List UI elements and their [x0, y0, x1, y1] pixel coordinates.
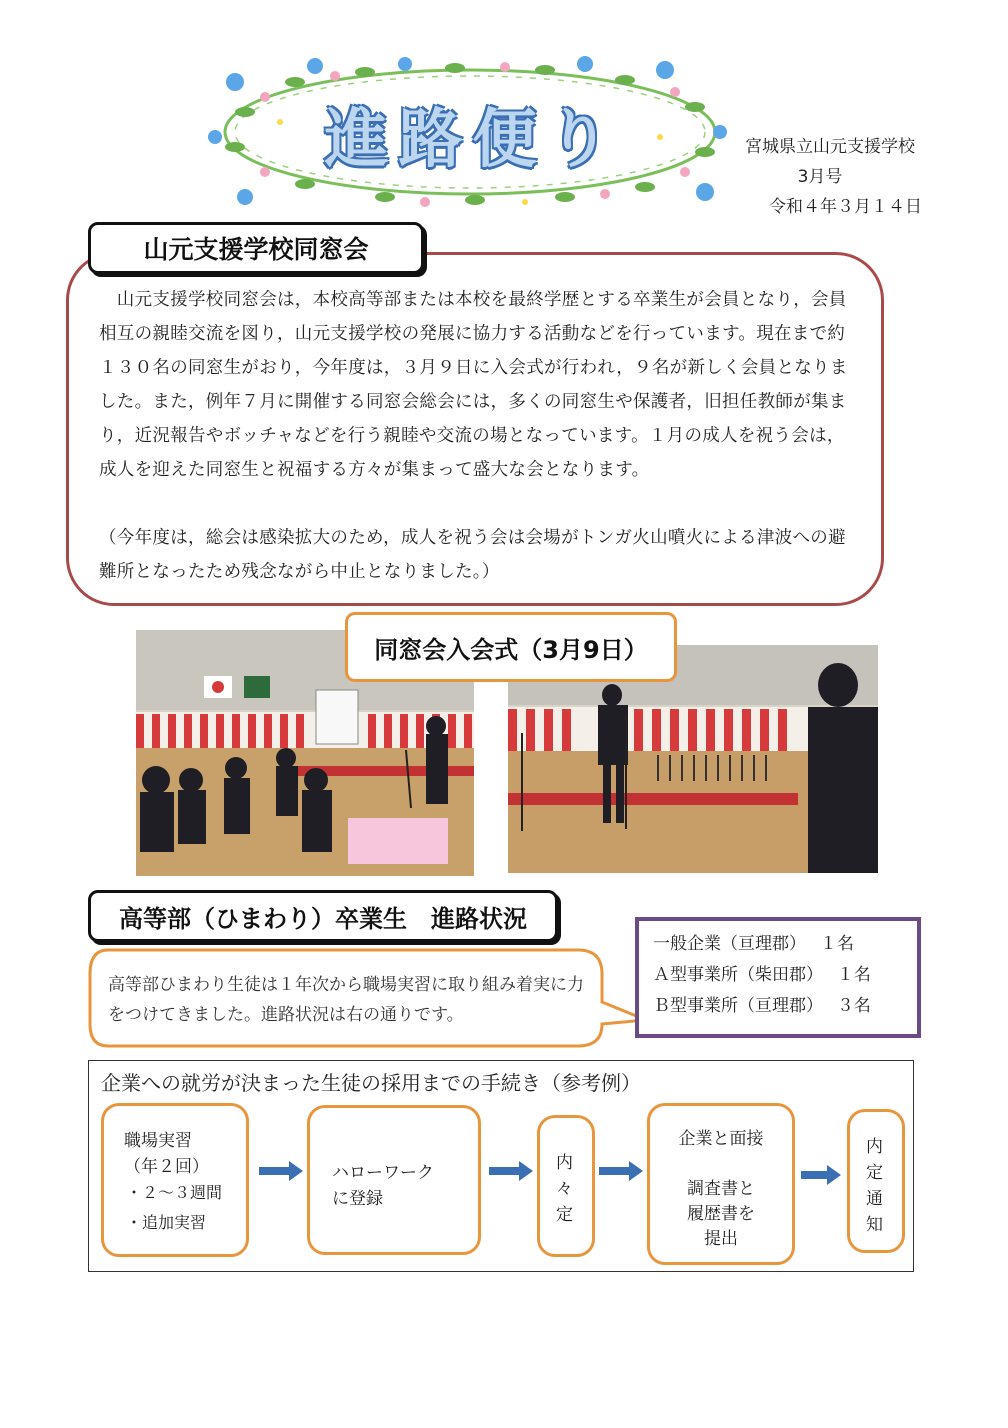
outcome-general-company: 一般企業（亘理郡） １名	[653, 934, 854, 954]
step1-bullet-additional: ・追加実習	[126, 1213, 207, 1232]
step3-char1: 内	[556, 1153, 573, 1173]
step2-line2: に登録	[332, 1189, 383, 1209]
alumni-section-heading: 山元支援学校同窓会	[88, 222, 424, 274]
issue-date: 令和４年３月１４日	[769, 197, 922, 217]
step4-line4: 提出	[704, 1229, 738, 1249]
step4-interview: 企業と面接	[678, 1129, 764, 1149]
flow-arrow-4	[801, 1165, 841, 1185]
step5-char1: 内	[866, 1137, 883, 1157]
flow-arrow-3	[599, 1161, 643, 1181]
ceremony-heading: 同窓会入会式（3月9日）	[345, 612, 677, 682]
school-name: 宮城県立山元支援学校	[745, 137, 915, 157]
outcome-type-a-office: Ａ型事業所（柴田郡） １名	[653, 965, 871, 985]
graduates-section-heading: 高等部（ひまわり）卒業生 進路状況	[88, 890, 558, 942]
step-hello-work-registration	[307, 1105, 481, 1255]
alumni-cancellation-note: （今年度は，総会は感染拡大のため，成人を祝う会は会場がトンガ火山噴火による津波への避難所となったため残念ながら中止となりました。）	[99, 528, 846, 582]
step3-char3: 定	[556, 1205, 573, 1225]
flow-arrow-2	[489, 1161, 533, 1181]
outcome-type-b-office: Ｂ型事業所（亘理郡） ３名	[653, 996, 871, 1016]
graduates-bubble-text: 高等部ひまわり生徒は１年次から職場実習に取り組み着実に力をつけてきました。進路状況は右の通りです。	[108, 975, 584, 1025]
alumni-description: 山元支援学校同窓会は，本校高等部または本校を最終学歴とする卒業生が会員となり，会員相互の親睦交流を図り，山元支援学校の発展に協力する活動などを行っています。現在まで約１３０名の同窓生がおり，今年度は，３月９日に入会式が行われ，９名が新しく会員となりました。また，例年７月に開催する同窓会総会には，多くの同窓生や保護者，旧担任教師が集まり，近況報告やボッチャなどを行う親睦や交流の場となっています。１月の成人を祝う会は，成人を迎えた同窓生と祝福する方々が集まって盛大な会となります。	[99, 290, 848, 480]
step-informal-offer	[537, 1115, 595, 1257]
step5-char3: 通	[866, 1189, 883, 1209]
step-official-offer-notice	[847, 1109, 905, 1253]
step3-char2: 々	[556, 1179, 573, 1199]
procedure-title: 企業への就労が決まった生徒の採用までの手続き（参考例）	[101, 1071, 641, 1095]
step2-line1: ハローワーク	[332, 1163, 434, 1183]
alumni-info-panel	[66, 252, 884, 606]
step5-char4: 知	[866, 1215, 883, 1235]
newsletter-title: 進路便り	[324, 102, 621, 177]
step5-char2: 定	[866, 1163, 883, 1183]
step1-bullet-duration: ・２～３週間	[126, 1183, 223, 1202]
step-workplace-training	[101, 1103, 249, 1257]
step1-title: 職場実習	[124, 1131, 192, 1151]
step4-line2: 調査書と	[687, 1179, 755, 1199]
flow-arrow-1	[259, 1161, 303, 1181]
issue-number: 3月号	[797, 167, 843, 187]
step4-line3: 履歴書を	[687, 1204, 755, 1224]
employment-procedure-box	[88, 1060, 914, 1272]
step-interview-and-documents	[647, 1103, 795, 1265]
step1-frequency: （年２回）	[124, 1157, 209, 1177]
career-outcomes-box	[635, 917, 921, 1038]
